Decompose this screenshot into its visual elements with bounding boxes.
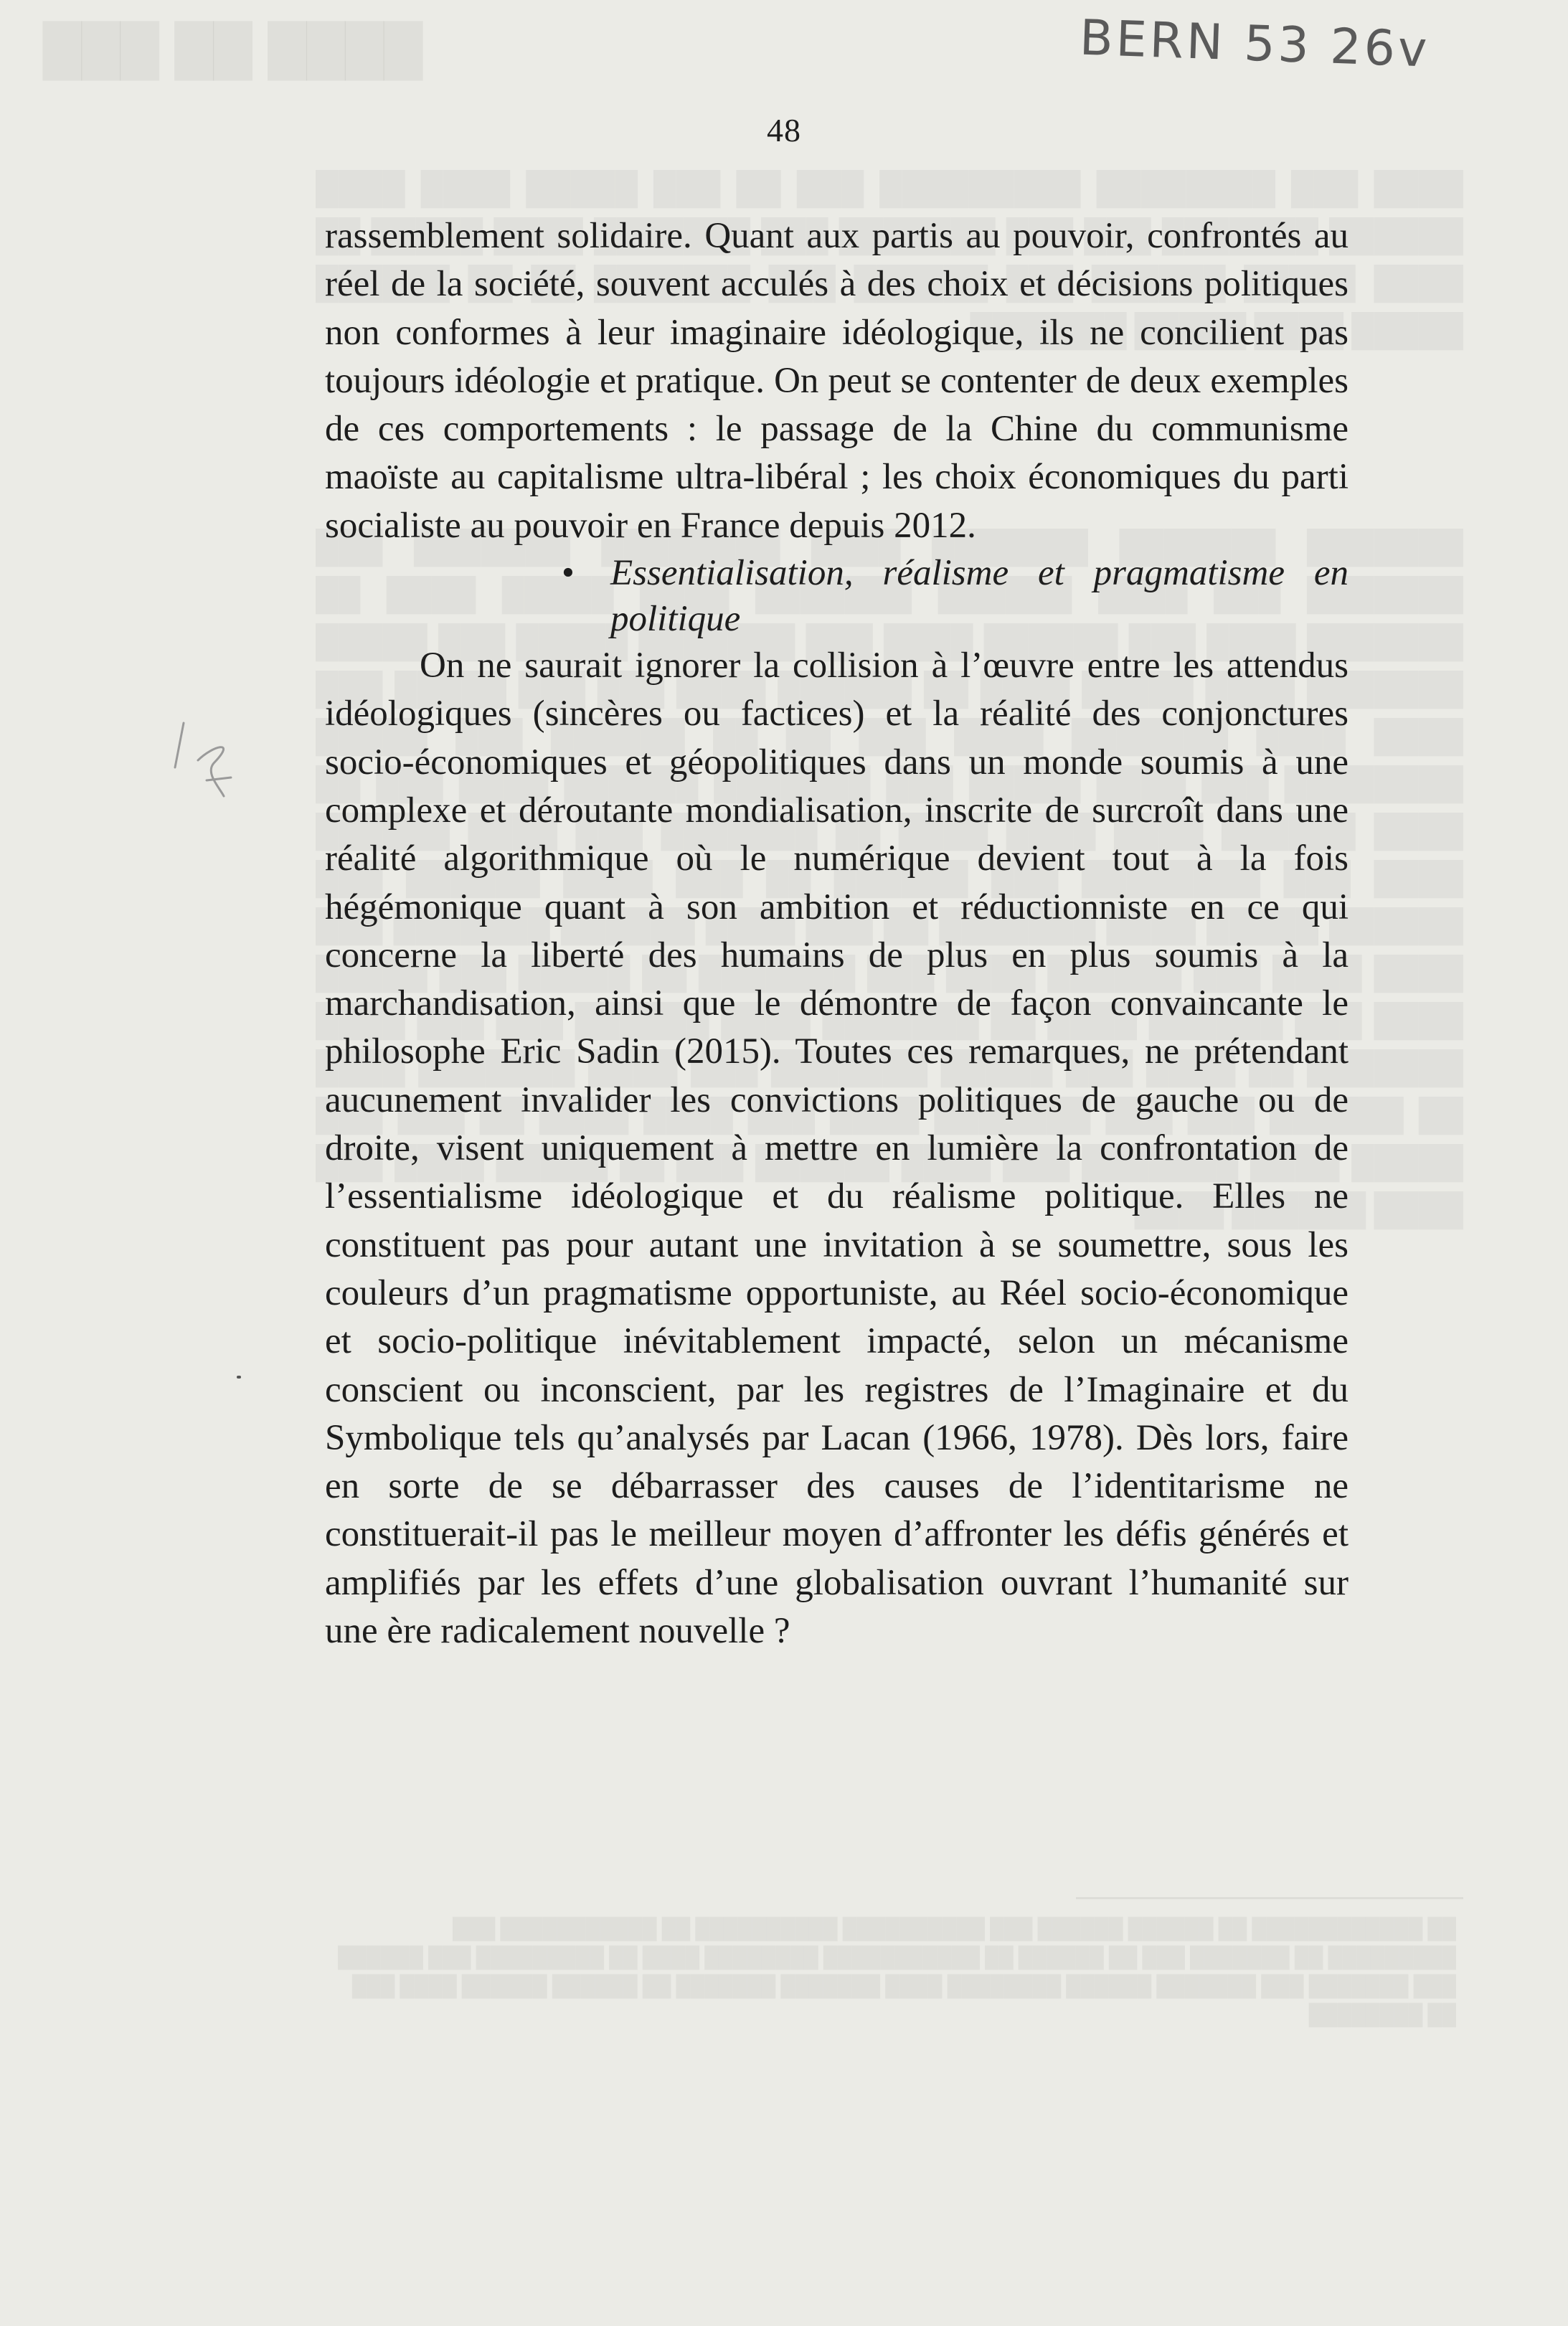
body-text (325, 212, 1349, 1655)
archive-ref-show-through: ████ ██ ███ (43, 22, 422, 80)
section-heading-text: Essentialisation, réalisme et pragmatisme en politique (610, 553, 1349, 640)
bullet-icon: • (562, 553, 575, 594)
section-heading (325, 550, 1349, 642)
scan-speck (237, 1376, 241, 1379)
page-number: 48 (767, 112, 801, 148)
margin-pencil-mark (169, 717, 248, 803)
show-through-rule (1076, 1897, 1463, 1899)
paragraph-continued: rassemblement solidaire. Quant aux partis au pouvoir, confrontés au réel de la société, souvent acculés à des choix et décisions politiques non conformes à leur imaginaire idéologique, ils ne concilient pas toujours idéologie et pratique. On peut se contenter de deux exemples de ces comportements : le passage de la Chine du communisme maoïste au capitalisme ultra-libéral ; les choix économiques du parti socialiste au pouvoir en France depuis 2012. (325, 216, 1349, 546)
paragraph: On ne saurait ignorer la collision à l’œuvre entre les attendus idéologiques (sincères ou factices) et la réalité des conjonctures socio-économiques et géopolitiques dans un monde soumis à une complexe et déroutante mondialisation, inscrite de surcroît dans une réalité algorithmique où le numérique devient tout à la fois hégémonique quant à son ambition et réductionniste en ce qui concerne la liberté des humains de plus en plus soumis à la marchandisation, ainsi que le démontre de façon convaincante le philosophe Eric Sadin (2015). Toutes ces remarques, ne prétendant aucunement invalider les convictions politiques de gauche ou de droite, visent uniquement à mettre en lumière la confrontation de l’essentialisme idéologique et du réalisme politique. Elles ne constituent pas pour autant une invitation à se soumettre, sous les couleurs d’un pragmatisme opportuniste, au Réel socio-économique et socio-politique inévitablement impacté, selon un mécanisme conscient ou inconscient, par les registres de l’Imaginaire et du Symbolique tels qu’analysés par Lacan (1966, 1978). Dès lors, faire en sorte de se débarrasser des causes de l’identitarisme ne constituerait-il pas le meilleur moyen d’affronter les défis générés et amplifiés par les effets d’une globalisation ouvrant l’humanité sur une ère radicalement nouvelle ? (325, 646, 1349, 1652)
archive-reference-handwritten: BERN 53 26v (1078, 9, 1431, 79)
show-through-footnotes: ██ ████████████ ██ ██████ ██████ ███ ██████████ ██████████ ██ ███████████ ███ █████████ ██ ███████ ███ ██ ██████ ██ ███████████ ████████ ████ ██ █████████ ███ ██████ ███ ███████ ███ ███████ ██████ ████████ ████ ███████ ███████ ██ ██████ ██████ ████ ███ ██ ████████ (337, 1918, 1456, 2026)
